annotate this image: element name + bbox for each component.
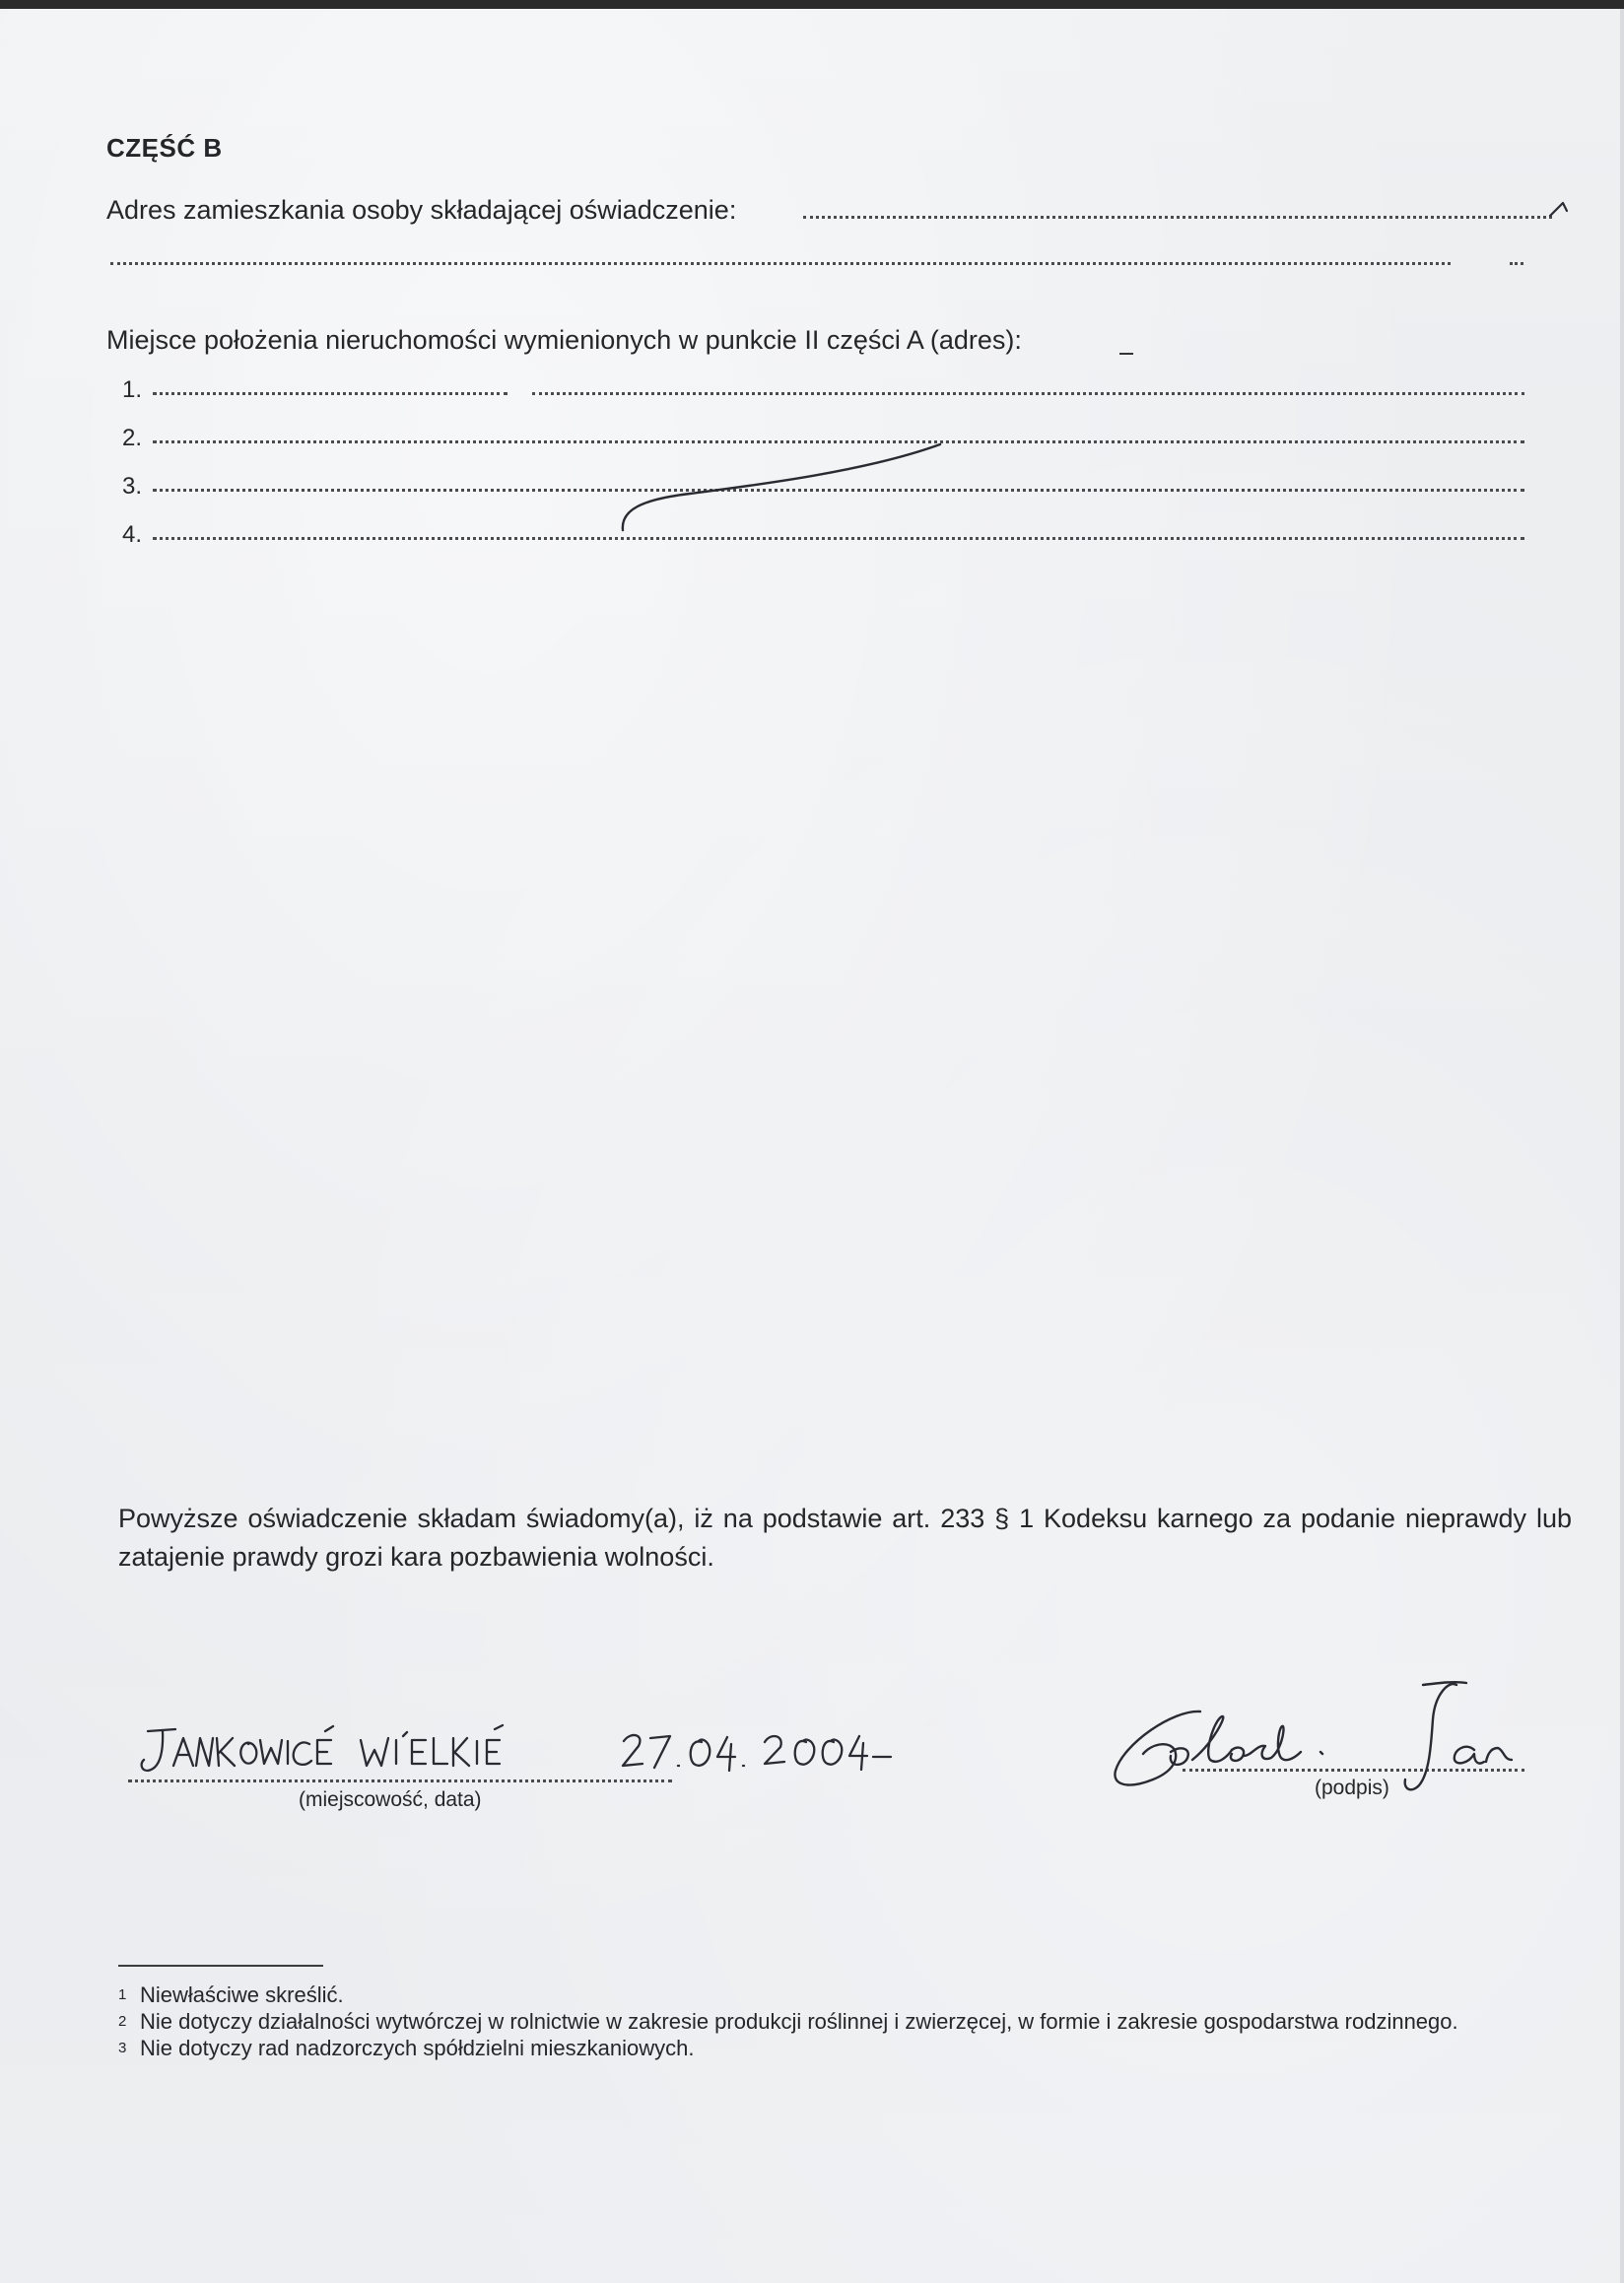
pen-tick-mark: [1550, 203, 1567, 216]
footnote-text: Niewłaściwe skreślić.: [140, 1982, 344, 2007]
address-label: Adres zamieszkania osoby składającej oświadczenie:: [106, 195, 737, 225]
cross-out-stroke: [623, 444, 940, 530]
footnote-mark: 3: [118, 2040, 127, 2056]
property-item-3-number: 3.: [122, 473, 143, 500]
property-item-2-number: 2.: [122, 425, 143, 451]
footnote-text: Nie dotyczy działalności wytwórczej w rolnictwie w zakresie produkcji roślinnej i zwierzęcej, w formie i zakresie gospodarstwa rodzinnego.: [140, 2009, 1458, 2034]
footnote-text: Nie dotyczy rad nadzorczych spółdzielni mieszkaniowych.: [140, 2036, 695, 2060]
footnote-mark: 2: [118, 2013, 127, 2030]
property-item-4-number: 4.: [122, 521, 143, 548]
property-label: Miejsce położenia nieruchomości wymienionych w punkcie II części A (adres):: [106, 325, 1022, 355]
property-item-1-number: 1.: [122, 376, 143, 403]
footnote-mark: 1: [118, 1986, 127, 2003]
handwritten-signature: [1115, 1682, 1512, 1789]
place-date-caption: (miejscowość, data): [299, 1788, 482, 1811]
signature-caption: (podpis): [1315, 1777, 1389, 1799]
handwritten-place-date: [142, 1725, 891, 1771]
section-title: CZĘŚĆ B: [106, 133, 223, 163]
declaration-text: Powyższe oświadczenie składam świadomy(a), iż na podstawie art. 233 § 1 Kodeksu karnego za podanie nieprawdy lub zatajenie prawdy grozi kara pozbawienia wolności.: [118, 1504, 1572, 1572]
